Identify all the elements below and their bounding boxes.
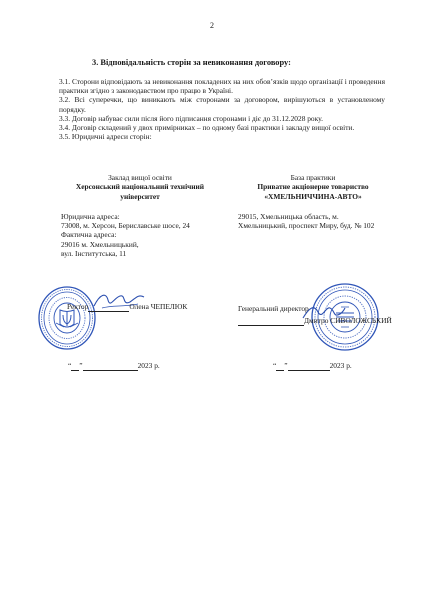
left-signature-line xyxy=(67,302,187,312)
right-party-block xyxy=(238,173,388,230)
clause-3-3: 3.3. Договір набуває сили після його підписання сторонами і діє до 31.12.2028 року. xyxy=(59,113,323,123)
right-signer-name: Дмитро СИВОЛОЖСЬКИЙ xyxy=(304,316,392,325)
left-date-quote-open: “ xyxy=(68,361,72,370)
right-party-role: База практики xyxy=(290,173,336,182)
left-date-line xyxy=(68,361,160,371)
left-address-line: вул. Інститутська, 11 xyxy=(61,249,127,259)
left-address-line: 29016 м. Хмельницький, xyxy=(61,239,139,249)
left-date-quote-close: ” xyxy=(79,361,83,370)
clause-3-2: 3.2. Всі суперечки, що виникають між сторонами за договором, вирішуються в установленому порядку. xyxy=(59,95,385,114)
left-date-month-blank xyxy=(83,361,138,371)
right-signature-line xyxy=(238,316,392,326)
left-party-role: Заклад вищої освіти xyxy=(108,173,172,182)
left-signer-name: Олена ЧЕПЕЛЮК xyxy=(129,302,188,311)
university-stamp xyxy=(36,283,98,353)
left-signer-title: Ректор xyxy=(67,302,89,311)
clause-3-1: 3.1. Сторони відповідають за невиконання покладених на них обов’язків щодо організації і проведення практики згідно з законодавством про працю в Україні. xyxy=(59,77,385,96)
clauses-block xyxy=(59,77,385,141)
page-number: 2 xyxy=(210,21,214,30)
left-date-year: 2023 р. xyxy=(137,361,160,370)
left-signature-blank xyxy=(88,302,129,312)
right-signer-title: Генеральний директор xyxy=(238,304,309,313)
left-address-line: Юридична адреса: xyxy=(61,211,120,221)
right-signature-blank xyxy=(238,316,304,326)
left-address-line: 73008, м. Херсон, Бериславське шосе, 24 xyxy=(61,221,190,231)
right-date-line xyxy=(273,361,352,371)
clause-3-5: 3.5. Юридичні адреси сторін: xyxy=(59,132,152,142)
right-date-month-blank xyxy=(288,361,330,371)
left-party-name-line1: Херсонський національний технічний xyxy=(75,182,205,192)
left-address-line: Фактична адреса: xyxy=(61,230,117,240)
left-party-block xyxy=(61,173,219,258)
right-address-line: Хмельницький, проспект Миру, буд. № 102 xyxy=(238,221,375,231)
right-address-line: 29015, Хмельницька область, м. xyxy=(238,211,339,221)
right-signer-title-line xyxy=(238,304,309,313)
clause-3-4: 3.4. Договір складений у двох примірниках – по одному базі практики і закладу вищої освіти. xyxy=(59,123,355,133)
right-party-name-line2: «ХМЕЛЬНИЧЧИНА-АВТО» xyxy=(264,191,362,201)
right-party-name-line1: Приватне акціонерне товариство xyxy=(257,182,369,192)
section-heading: 3. Відповідальність сторін за невиконання договору: xyxy=(92,58,291,67)
right-date-quote-open: “ xyxy=(273,361,277,370)
left-party-name-line2: університет xyxy=(120,191,160,201)
right-date-year: 2023 р. xyxy=(329,361,352,370)
right-date-quote-close: ” xyxy=(284,361,288,370)
